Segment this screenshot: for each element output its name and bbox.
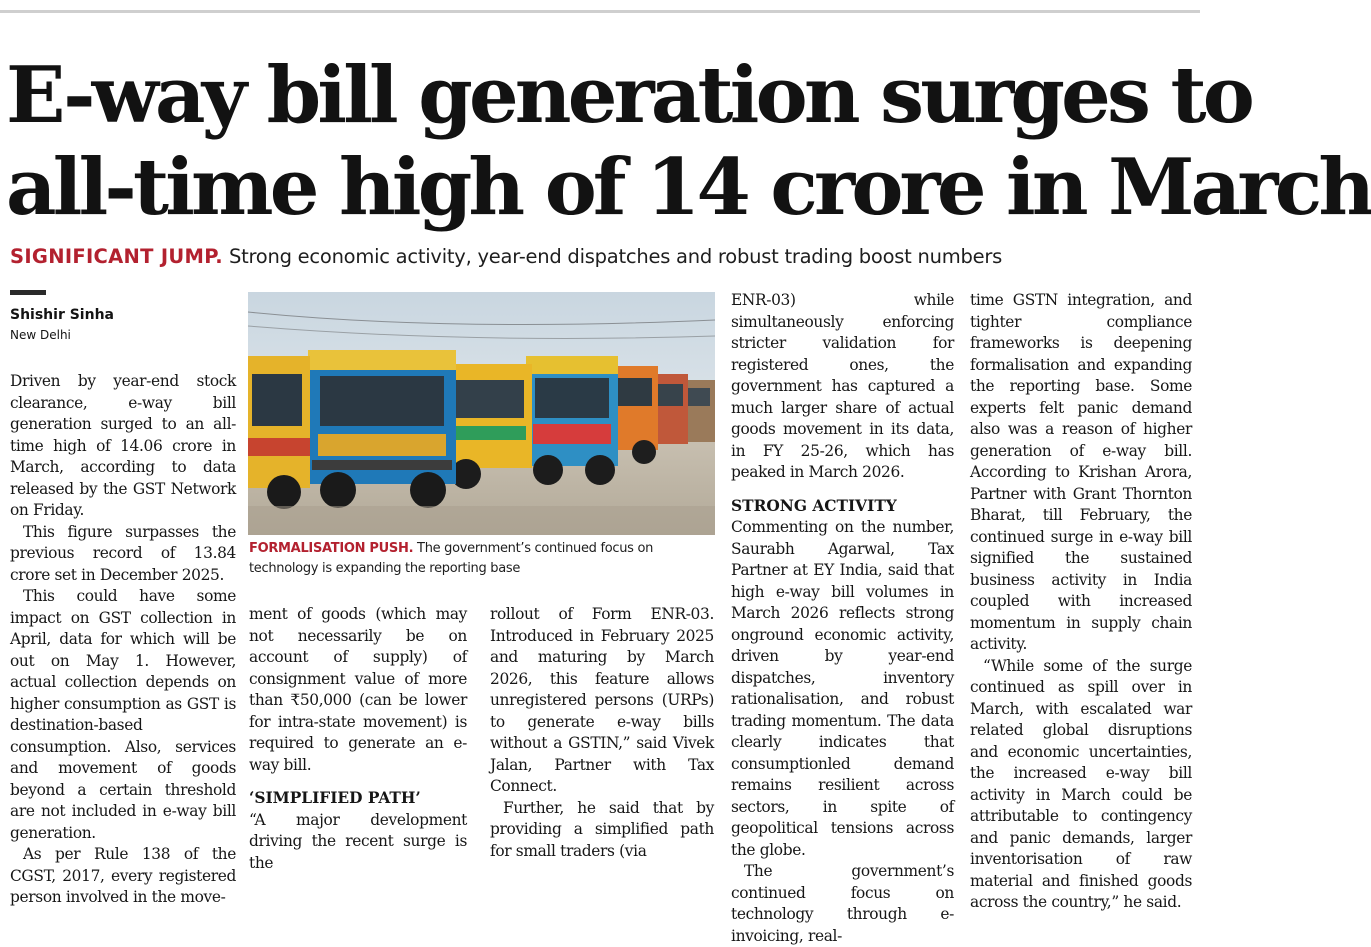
col1-paragraph-4: As per Rule 138 of the CGST, 2017, every registered person involved in the move- — [10, 845, 236, 906]
column-4 — [731, 290, 954, 947]
col4-paragraph-2: Commenting on the number, Saurabh Agarwal, Tax Partner at EY India, said that high e-way bill volumes in March 2026 reflects strong onground economic activity, driven by year-end dispatches, inventory rationalisation, and robust trading momentum. The data clearly indicates that consumptionled demand remains resilient across sectors, in spite of geopolitical tensions across the globe. — [731, 518, 954, 859]
headline — [6, 50, 1371, 234]
deck-text: Strong economic activity, year-end dispatches and robust trading boost numbers — [228, 245, 1003, 268]
column-1 — [10, 371, 236, 909]
col1-paragraph-2: This figure surpasses the previous record of 13.84 crore set in December 2025. — [10, 522, 236, 584]
column-3 — [490, 604, 714, 862]
caption-kicker: FORMALISATION PUSH. — [249, 541, 414, 556]
col2-subheading: ‘SIMPLIFIED PATH’ — [249, 789, 421, 807]
caption-text: The government’s continued focus on technology is expanding the reporting base — [249, 541, 654, 576]
col5-paragraph-2: “While some of the surge continued as spill over in March, with escalated war related global disruptions and economic uncertainties, the increased e-way bill activity in March could be attributable to contingency and panic demands, larger inventorisation of raw material and finished goods across the country,” he said. — [970, 656, 1192, 911]
col4-paragraph-3: The government’s continued focus on technology through e-invoicing, real- — [731, 862, 954, 945]
byline — [10, 305, 114, 345]
byline-place: New Delhi — [10, 328, 71, 342]
col5-paragraph-1: time GSTN integration, and tighter compliance frameworks is deepening formalisation and expanding the reporting base. Some experts felt panic demand also was a reason of higher generation of e-way bill. According to Krishan Arora, Partner with Grant Thornton Bharat, till February, the continued surge in e-way bill signified the sustained business activity in India coupled with increased momentum in supply chain activity. — [970, 291, 1192, 653]
deck — [10, 244, 1195, 270]
truck-photo — [248, 292, 715, 535]
col3-paragraph-1: rollout of Form ENR-03. Introduced in February 2025 and maturing by March 2026, this feature allows unregistered persons (URPs) to generate e-way bills without a GSTIN,” said Vivek Jalan, Partner with Tax Connect. — [490, 605, 714, 795]
col4-paragraph-1: ENR-03) while simultaneously enforcing stricter validation for registered ones, the government has captured a much larger share of actual goods movement in its data, in FY 25-26, which has peaked in March 2026. — [731, 291, 954, 481]
column-5 — [970, 290, 1192, 914]
col1-paragraph-1: Driven by year-end stock clearance, e-way bill generation surged to an all-time high of 14.06 crore in March, according to data released by the GST Network on Friday. — [10, 372, 236, 519]
column-2 — [249, 604, 467, 874]
col2-paragraph-1: ment of goods (which may not necessarily be on account of supply) of consignment value of more than ₹50,000 (can be lower for intra-state movement) is required to generate an e-way bill. — [249, 605, 467, 774]
photo-caption — [249, 539, 715, 579]
col3-paragraph-2: Further, he said that by providing a simplified path for small traders (via — [490, 798, 714, 860]
headline-line-2: all-time high of 14 crore in March — [6, 142, 1371, 233]
byline-bar — [10, 290, 46, 295]
byline-author: Shishir Sinha — [10, 307, 114, 323]
col1-paragraph-3: This could have some impact on GST collection in April, data for which will be out on May 1. However, actual collection depends on higher consumption as GST is destination-based consumption. Also, services and movement of goods beyond a certain threshold are not included in e-way bill generation. — [10, 587, 236, 842]
col2-paragraph-2: “A major development driving the recent surge is the — [249, 810, 467, 872]
col4-subheading: STRONG ACTIVITY — [731, 496, 897, 515]
top-rule — [0, 10, 1200, 13]
headline-line-1: E-way bill generation surges to — [6, 50, 1251, 141]
deck-kicker: SIGNIFICANT JUMP. — [10, 245, 223, 268]
